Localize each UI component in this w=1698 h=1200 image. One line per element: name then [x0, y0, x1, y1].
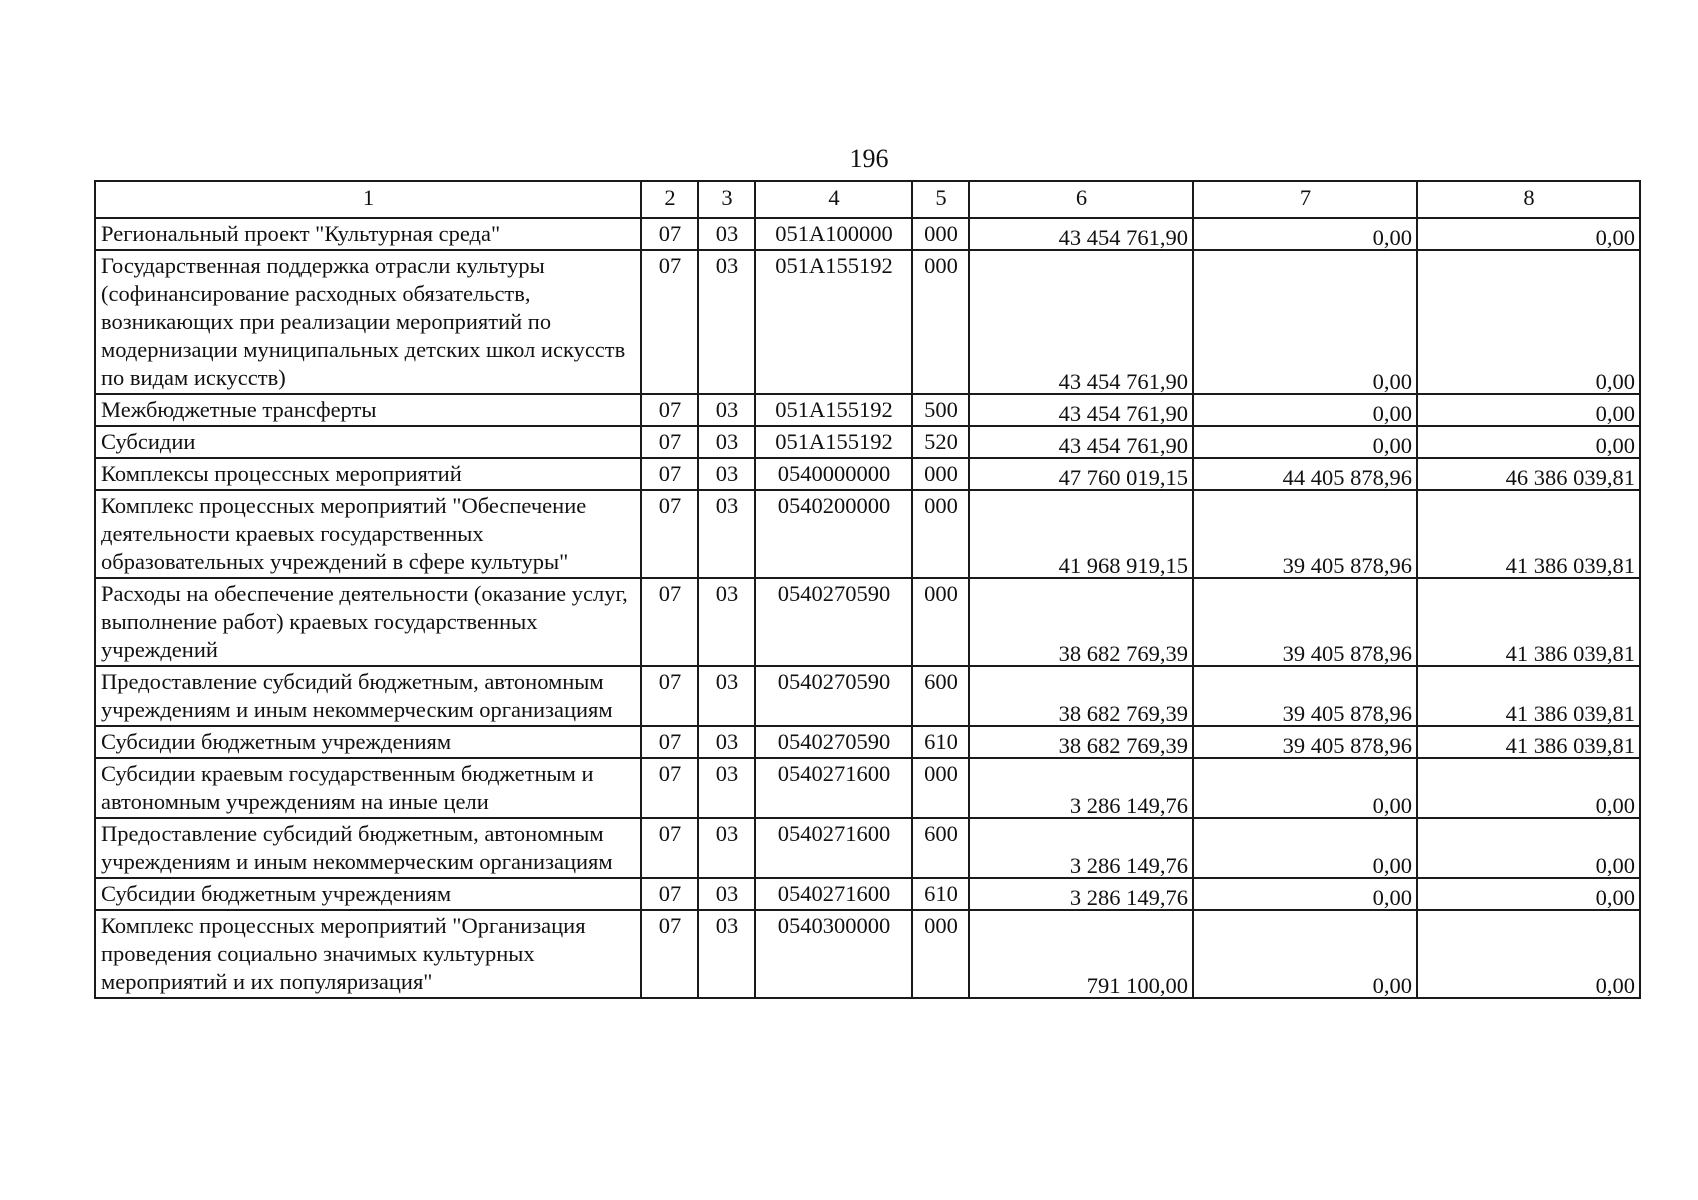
target-code-cell: 0540270590: [755, 578, 912, 666]
amount-col8-cell: [1417, 490, 1640, 578]
amount-col7-cell: [1193, 758, 1417, 818]
amount-value: 0,00: [1372, 401, 1412, 426]
expense-name-cell: Государственная поддержка отрасли культуры (софинансирование расходных обязательств, возникающих при реализации мероприятий по модернизации муниципальных детских школ искусств по видам искусств): [95, 250, 641, 394]
target-code-cell: 0540270590: [755, 666, 912, 726]
expense-kind-cell: 610: [912, 878, 969, 910]
amount-value: 46 386 039,81: [1505, 465, 1635, 490]
amount-col6-cell: [969, 818, 1193, 878]
amount-value: 0,00: [1595, 401, 1635, 426]
amount-col8-cell: [1417, 394, 1640, 426]
target-code-cell: 0540270590: [755, 726, 912, 758]
amount-value: 41 386 039,81: [1505, 701, 1635, 726]
amount-value: 0,00: [1595, 885, 1635, 910]
amount-col7-cell: [1193, 490, 1417, 578]
section-code-cell: 07: [641, 578, 698, 666]
amount-value: 39 405 878,96: [1282, 553, 1412, 578]
amount-col7-cell: [1193, 578, 1417, 666]
amount-col6-cell: [969, 758, 1193, 818]
section-code-cell: 07: [641, 218, 698, 250]
page-number: 196: [849, 144, 889, 173]
section-code-cell: 07: [641, 726, 698, 758]
table-row: [95, 758, 1640, 818]
amount-value: 0,00: [1595, 225, 1635, 250]
subsection-code-cell: 03: [698, 758, 755, 818]
target-code-cell: 0540271600: [755, 878, 912, 910]
amount-col8-cell: [1417, 910, 1640, 998]
amount-value: 3 286 149,76: [1069, 853, 1188, 878]
amount-value: 47 760 019,15: [1058, 465, 1188, 490]
amount-value: 0,00: [1595, 793, 1635, 818]
amount-col7-cell: [1193, 726, 1417, 758]
amount-col6-cell: [969, 666, 1193, 726]
amount-value: 39 405 878,96: [1282, 733, 1412, 758]
column-header: 4: [755, 181, 912, 218]
subsection-code-cell: 03: [698, 666, 755, 726]
section-code-cell: 07: [641, 666, 698, 726]
expense-name-cell: Субсидии краевым государственным бюджетным и автономным учреждениям на иные цели: [95, 758, 641, 818]
amount-value: 39 405 878,96: [1282, 701, 1412, 726]
amount-col8-cell: [1417, 426, 1640, 458]
section-code-cell: 07: [641, 910, 698, 998]
column-header: 2: [641, 181, 698, 218]
amount-col8-cell: [1417, 458, 1640, 490]
subsection-code-cell: 03: [698, 726, 755, 758]
budget-table: [94, 180, 1641, 999]
section-code-cell: 07: [641, 394, 698, 426]
amount-value: 41 386 039,81: [1505, 641, 1635, 666]
amount-value: 38 682 769,39: [1058, 701, 1188, 726]
amount-value: 0,00: [1372, 225, 1412, 250]
amount-col7-cell: [1193, 878, 1417, 910]
expense-kind-cell: 000: [912, 758, 969, 818]
amount-value: 44 405 878,96: [1282, 465, 1412, 490]
amount-col7-cell: [1193, 458, 1417, 490]
expense-name-cell: Субсидии бюджетным учреждениям: [95, 878, 641, 910]
table-row: [95, 878, 1640, 910]
amount-value: 43 454 761,90: [1058, 401, 1188, 426]
expense-kind-cell: 000: [912, 910, 969, 998]
column-header: 6: [969, 181, 1193, 218]
amount-value: 41 386 039,81: [1505, 733, 1635, 758]
amount-value: 39 405 878,96: [1282, 641, 1412, 666]
amount-col8-cell: [1417, 758, 1640, 818]
subsection-code-cell: 03: [698, 818, 755, 878]
subsection-code-cell: 03: [698, 426, 755, 458]
amount-col7-cell: [1193, 218, 1417, 250]
amount-value: 38 682 769,39: [1058, 641, 1188, 666]
amount-col8-cell: [1417, 578, 1640, 666]
amount-col6-cell: [969, 578, 1193, 666]
amount-col6-cell: [969, 218, 1193, 250]
target-code-cell: 051A155192: [755, 394, 912, 426]
table-row: [95, 458, 1640, 490]
amount-col8-cell: [1417, 878, 1640, 910]
amount-value: 0,00: [1372, 973, 1412, 998]
target-code-cell: 051A155192: [755, 250, 912, 394]
table-row: [95, 490, 1640, 578]
expense-kind-cell: 000: [912, 218, 969, 250]
expense-name-cell: Региональный проект "Культурная среда": [95, 218, 641, 250]
table-row: [95, 818, 1640, 878]
amount-value: 0,00: [1372, 885, 1412, 910]
amount-value: 41 386 039,81: [1505, 553, 1635, 578]
amount-value: 0,00: [1372, 853, 1412, 878]
amount-value: 0,00: [1595, 369, 1635, 394]
subsection-code-cell: 03: [698, 250, 755, 394]
amount-value: 0,00: [1595, 853, 1635, 878]
amount-value: 3 286 149,76: [1069, 885, 1188, 910]
expense-name-cell: Комплекс процессных мероприятий "Организация проведения социально значимых культурных мероприятий и их популяризация": [95, 910, 641, 998]
subsection-code-cell: 03: [698, 910, 755, 998]
amount-value: 38 682 769,39: [1058, 733, 1188, 758]
subsection-code-cell: 03: [698, 218, 755, 250]
amount-value: 43 454 761,90: [1058, 433, 1188, 458]
section-code-cell: 07: [641, 458, 698, 490]
column-header: 1: [95, 181, 641, 218]
target-code-cell: 0540271600: [755, 758, 912, 818]
amount-col7-cell: [1193, 426, 1417, 458]
subsection-code-cell: 03: [698, 878, 755, 910]
column-header: 3: [698, 181, 755, 218]
amount-col7-cell: [1193, 250, 1417, 394]
amount-col7-cell: [1193, 666, 1417, 726]
expense-kind-cell: 000: [912, 578, 969, 666]
section-code-cell: 07: [641, 426, 698, 458]
expense-kind-cell: 600: [912, 666, 969, 726]
amount-value: 43 454 761,90: [1058, 225, 1188, 250]
target-code-cell: 0540271600: [755, 818, 912, 878]
amount-col6-cell: [969, 878, 1193, 910]
amount-col6-cell: [969, 910, 1193, 998]
subsection-code-cell: 03: [698, 578, 755, 666]
expense-name-cell: Комплекс процессных мероприятий "Обеспечение деятельности краевых государственных образовательных учреждений в сфере культуры": [95, 490, 641, 578]
column-header: 7: [1193, 181, 1417, 218]
amount-col6-cell: [969, 250, 1193, 394]
expense-name-cell: Комплексы процессных мероприятий: [95, 458, 641, 490]
section-code-cell: 07: [641, 490, 698, 578]
expense-name-cell: Субсидии: [95, 426, 641, 458]
amount-col6-cell: [969, 458, 1193, 490]
amount-col6-cell: [969, 426, 1193, 458]
expense-kind-cell: 000: [912, 250, 969, 394]
target-code-cell: 0540000000: [755, 458, 912, 490]
table-row: [95, 250, 1640, 394]
expense-name-cell: Расходы на обеспечение деятельности (оказание услуг, выполнение работ) краевых государственных учреждений: [95, 578, 641, 666]
target-code-cell: 051A100000: [755, 218, 912, 250]
expense-kind-cell: 000: [912, 490, 969, 578]
amount-col6-cell: [969, 726, 1193, 758]
amount-col8-cell: [1417, 666, 1640, 726]
expense-name-cell: Предоставление субсидий бюджетным, автономным учреждениям и иным некоммерческим организациям: [95, 818, 641, 878]
amount-col8-cell: [1417, 218, 1640, 250]
table-row: [95, 666, 1640, 726]
amount-value: 3 286 149,76: [1069, 793, 1188, 818]
amount-col7-cell: [1193, 910, 1417, 998]
section-code-cell: 07: [641, 758, 698, 818]
table-row: [95, 218, 1640, 250]
subsection-code-cell: 03: [698, 394, 755, 426]
subsection-code-cell: 03: [698, 490, 755, 578]
expense-kind-cell: 520: [912, 426, 969, 458]
table-body: [95, 218, 1640, 998]
amount-col8-cell: [1417, 250, 1640, 394]
amount-col6-cell: [969, 490, 1193, 578]
amount-col7-cell: [1193, 394, 1417, 426]
amount-value: 0,00: [1595, 433, 1635, 458]
target-code-cell: 0540200000: [755, 490, 912, 578]
table-row: [95, 578, 1640, 666]
section-code-cell: 07: [641, 878, 698, 910]
expense-kind-cell: 500: [912, 394, 969, 426]
table-row: [95, 394, 1640, 426]
subsection-code-cell: 03: [698, 458, 755, 490]
amount-value: 791 100,00: [1086, 973, 1188, 998]
target-code-cell: 0540300000: [755, 910, 912, 998]
table-row: [95, 726, 1640, 758]
amount-value: 0,00: [1595, 973, 1635, 998]
expense-kind-cell: 610: [912, 726, 969, 758]
expense-kind-cell: 600: [912, 818, 969, 878]
amount-col8-cell: [1417, 818, 1640, 878]
table-row: [95, 426, 1640, 458]
amount-value: 0,00: [1372, 369, 1412, 394]
table-row: [95, 910, 1640, 998]
header-row: [95, 181, 1640, 218]
column-header: 8: [1417, 181, 1640, 218]
amount-value: 41 968 919,15: [1058, 553, 1188, 578]
amount-col6-cell: [969, 394, 1193, 426]
amount-value: 0,00: [1372, 793, 1412, 818]
section-code-cell: 07: [641, 818, 698, 878]
expense-name-cell: Межбюджетные трансферты: [95, 394, 641, 426]
amount-col8-cell: [1417, 726, 1640, 758]
amount-value: 43 454 761,90: [1058, 369, 1188, 394]
expense-name-cell: Предоставление субсидий бюджетным, автономным учреждениям и иным некоммерческим организациям: [95, 666, 641, 726]
column-header: 5: [912, 181, 969, 218]
expense-kind-cell: 000: [912, 458, 969, 490]
section-code-cell: 07: [641, 250, 698, 394]
expense-name-cell: Субсидии бюджетным учреждениям: [95, 726, 641, 758]
target-code-cell: 051A155192: [755, 426, 912, 458]
amount-value: 0,00: [1372, 433, 1412, 458]
amount-col7-cell: [1193, 818, 1417, 878]
